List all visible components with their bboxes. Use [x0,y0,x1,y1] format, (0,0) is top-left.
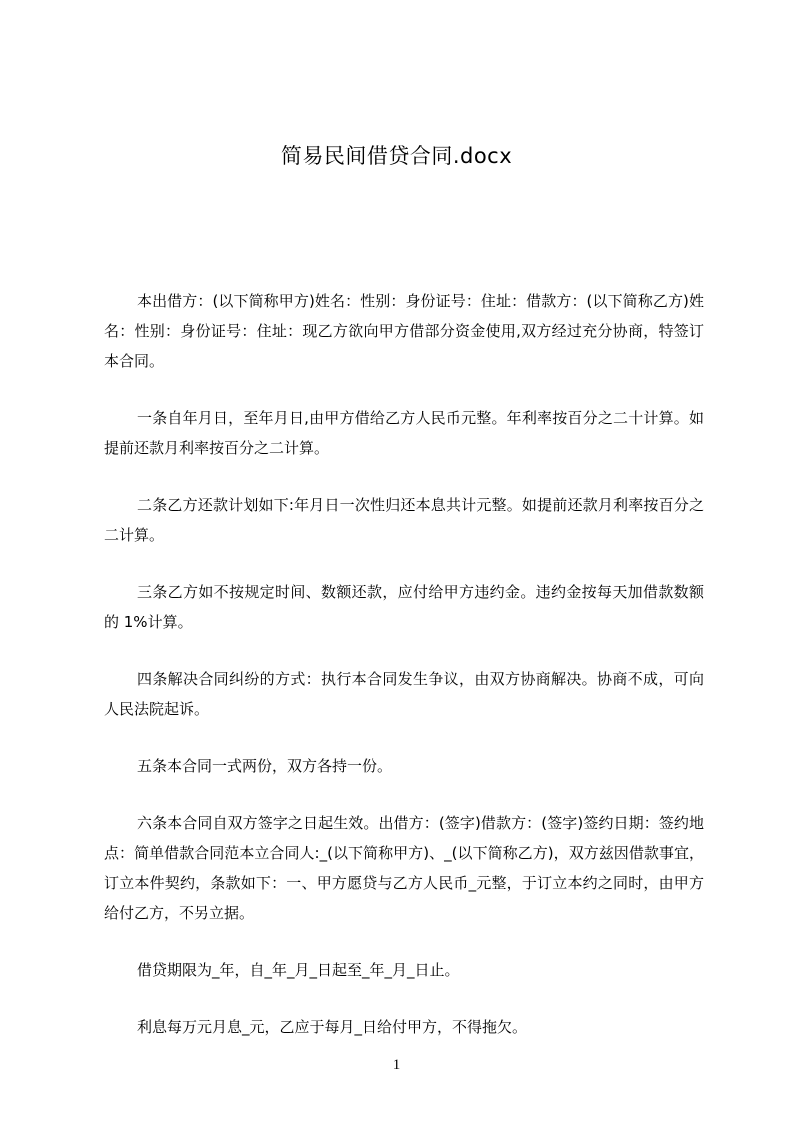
paragraph-clause-6: 六条本合同自双方签字之日起生效。出借方：(签字)借款方：(签字)签约日期：签约地点：简单借款合同范本立合同人:_(以下简称甲方)、_(以下简称乙方)，双方兹因借款事宜，订立本件契约，条款如下：一、甲方愿贷与乙方人民币_元整，于订立本约之同时，由甲方给付乙方，不另立据。 [104,814,704,922]
paragraph-intro: 本出借方：(以下简称甲方)姓名：性别：身份证号：住址：借款方：(以下简称乙方)姓名：性别：身份证号：住址：现乙方欲向甲方借部分资金使用,双方经过充分协商，特签订本合同。 [104,292,704,370]
paragraph-interest: 利息每万元月息_元，乙应于每月_日给付甲方，不得拖欠。 [137,1018,528,1036]
paragraph-loan-term: 借贷期限为_年，自_年_月_日起至_年_月_日止。 [137,961,460,979]
paragraph-clause-2: 二条乙方还款计划如下:年月日一次性归还本息共计元整。如提前还款月利率按百分之二计算。 [104,496,704,544]
document-title: 简易民间借贷合同.docx [280,144,513,168]
page-number: 1 [392,1057,401,1073]
paragraph-clause-1: 一条自年月日，至年月日,由甲方借给乙方人民币元整。年利率按百分之二十计算。如提前还款月利率按百分之二计算。 [104,409,704,457]
paragraph-clause-5: 五条本合同一式两份，双方各持一份。 [137,757,393,775]
document-body [104,286,704,1069]
paragraph-clause-3: 三条乙方如不按规定时间、数额还款，应付给甲方违约金。违约金按每天加借款数额的 1%计算。 [104,583,704,631]
paragraph-clause-4: 四条解决合同纠纷的方式：执行本合同发生争议，由双方协商解决。协商不成，可向人民法院起诉。 [104,670,704,718]
